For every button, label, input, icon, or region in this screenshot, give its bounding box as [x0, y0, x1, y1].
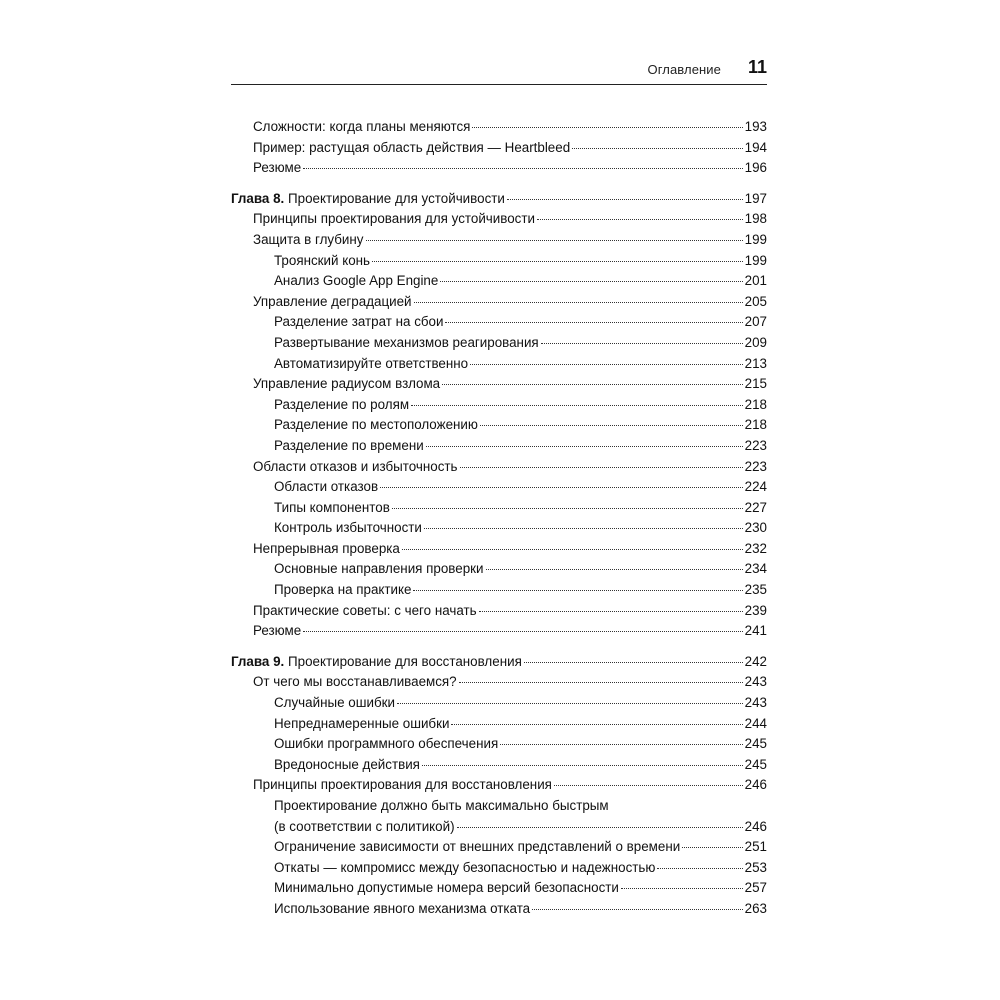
- dot-leader: [422, 764, 743, 766]
- toc-page-number: 194: [744, 139, 767, 155]
- toc-entry-text: Сложности: когда планы меняются: [253, 119, 471, 134]
- toc-entry-text: Области отказов и избыточность: [253, 458, 458, 474]
- toc-entry-title: [274, 354, 468, 375]
- dot-leader: [303, 630, 742, 632]
- toc-entry-title: [253, 117, 470, 138]
- toc-entry: [231, 858, 767, 879]
- dot-leader: [524, 661, 743, 663]
- chapter-label: Глава 9.: [231, 653, 285, 669]
- dot-leader: [380, 486, 743, 488]
- dot-leader: [621, 887, 743, 889]
- toc-entry: [231, 457, 767, 478]
- dot-leader: [486, 568, 743, 570]
- toc-page-number: 245: [744, 736, 767, 752]
- toc-entry-text: Ошибки программного обеспечения: [274, 736, 499, 752]
- toc-entry-title: [274, 878, 619, 899]
- toc-entry: [231, 498, 767, 519]
- toc-entry-title: [253, 601, 477, 622]
- toc-page-number: 201: [744, 273, 767, 289]
- dot-leader: [402, 548, 743, 550]
- toc-entry-title: [274, 755, 420, 776]
- toc-entry-text: Непреднамеренные ошибки: [274, 715, 450, 731]
- toc-page-number: 244: [744, 715, 767, 731]
- dot-leader: [682, 846, 742, 848]
- toc-page-number: 198: [744, 211, 767, 227]
- running-header-title: Оглавление: [647, 62, 721, 77]
- toc-page-number: 243: [744, 695, 767, 711]
- toc-entry: [231, 354, 767, 375]
- toc-entry-text: Непрерывная проверка: [253, 540, 400, 556]
- toc-entry-text: Разделение затрат на сбои: [274, 314, 444, 330]
- toc-entry-text: Минимально допустимые номера версий безопасности: [274, 880, 619, 896]
- toc-entry-text: Проверка на практике: [274, 582, 412, 598]
- toc-entry-text: Области отказов: [274, 479, 379, 495]
- toc-page-number: 223: [744, 437, 767, 453]
- toc-entry-text: Проектирование для устойчивости: [288, 190, 505, 206]
- toc-entry: [231, 755, 767, 776]
- toc-entry-text: Случайные ошибки: [274, 695, 395, 711]
- toc-entry-text: Принципы проектирования для устойчивости: [253, 211, 535, 227]
- toc-entry: [231, 693, 767, 714]
- toc-entry-text: Управление радиусом взлома: [253, 376, 441, 392]
- dot-leader: [507, 198, 743, 200]
- toc-entry-title: [274, 415, 478, 436]
- toc-page-number: 243: [744, 674, 767, 690]
- toc-entry-text: (в соответствии с политикой): [274, 818, 455, 834]
- toc-entry-title: [274, 693, 395, 714]
- toc-entry-title: [274, 837, 680, 858]
- toc-entry-title: [274, 498, 390, 519]
- toc-entry-title: [274, 251, 370, 272]
- dot-leader: [460, 466, 743, 468]
- toc-entry-title: [253, 158, 301, 179]
- toc-entry-title: [253, 775, 552, 796]
- dot-leader: [442, 383, 743, 385]
- toc-page-number: 197: [744, 190, 767, 206]
- dot-leader: [426, 445, 743, 447]
- toc-entry: [231, 158, 767, 179]
- toc-entry: [231, 539, 767, 560]
- toc-entry: [231, 477, 767, 498]
- toc-page-number: 232: [744, 540, 767, 556]
- toc-entry-title: [274, 817, 455, 838]
- toc-entry: [231, 138, 767, 159]
- toc-entry-text: Основные направления проверки: [274, 561, 484, 577]
- toc-page-number: 234: [744, 561, 767, 577]
- toc-entry: [231, 621, 767, 642]
- toc-entry-text: Контроль избыточности: [274, 520, 422, 536]
- dot-leader: [411, 404, 743, 406]
- toc-entry-text: Ограничение зависимости от внешних представлений о времени: [274, 839, 681, 855]
- toc-entry-title: [274, 477, 378, 498]
- toc-entry-text: Защита в глубину: [253, 231, 364, 247]
- table-of-contents: [231, 117, 767, 920]
- chapter-label: Глава 8.: [231, 190, 285, 206]
- dot-leader: [397, 702, 743, 704]
- toc-entry-title: [231, 652, 522, 673]
- toc-page-number: 251: [744, 839, 767, 855]
- toc-entry-text: Резюме: [253, 623, 302, 639]
- toc-entry-title: [274, 899, 530, 920]
- dot-leader: [451, 723, 742, 725]
- dot-leader: [541, 342, 743, 344]
- toc-page-number: 209: [744, 334, 767, 350]
- dot-leader: [372, 260, 743, 262]
- toc-entry-title: [253, 374, 440, 395]
- toc-entry: [231, 292, 767, 313]
- dot-leader: [424, 527, 743, 529]
- toc-entry-text: Резюме: [253, 160, 302, 176]
- toc-entry-text: Развертывание механизмов реагирования: [274, 334, 539, 350]
- toc-entry: [231, 878, 767, 899]
- toc-page-number: 193: [744, 119, 767, 134]
- dot-leader: [459, 681, 743, 683]
- toc-entry: [231, 734, 767, 755]
- dot-leader: [303, 167, 742, 169]
- toc-page-number: 218: [744, 396, 767, 412]
- toc-page-number: 246: [744, 777, 767, 793]
- dot-leader: [572, 147, 743, 149]
- toc-entry-text: От чего мы восстанавливаемся?: [253, 674, 457, 690]
- toc-page-number: 242: [744, 653, 767, 669]
- toc-entry-title: [274, 436, 424, 457]
- dot-leader: [366, 239, 743, 241]
- toc-entry-text: Вредоносные действия: [274, 756, 420, 772]
- toc-entry: [231, 580, 767, 601]
- toc-entry-text: Проектирование для восстановления: [288, 653, 522, 669]
- toc-entry-text: Пример: растущая область действия — Heartbleed: [253, 139, 571, 155]
- toc-entry-text: Принципы проектирования для восстановления: [253, 777, 552, 793]
- toc-entry: [231, 775, 767, 796]
- toc-entry: [231, 436, 767, 457]
- dot-leader: [457, 826, 743, 828]
- toc-entry-title: [274, 796, 609, 817]
- toc-entry: [231, 333, 767, 354]
- toc-chapter-entry: [231, 189, 767, 210]
- toc-entry-text: Разделение по ролям: [274, 396, 410, 412]
- toc-entry-text: Типы компонентов: [274, 499, 390, 515]
- toc-page-number: 239: [744, 602, 767, 618]
- toc-entry-title: [231, 189, 505, 210]
- toc-entry-title: [253, 539, 400, 560]
- toc-page-number: 196: [744, 160, 767, 176]
- toc-entry: [231, 251, 767, 272]
- toc-page-number: 199: [744, 252, 767, 268]
- toc-entry-title: [274, 271, 438, 292]
- book-page: [231, 0, 767, 1000]
- toc-entry-title: [253, 621, 301, 642]
- toc-page-number: 230: [744, 520, 767, 536]
- toc-entry-title: [253, 672, 457, 693]
- toc-entry: [231, 559, 767, 580]
- toc-entry: [231, 230, 767, 251]
- dot-leader: [414, 301, 743, 303]
- toc-entry-title: [274, 714, 449, 735]
- toc-entry-title: [253, 138, 570, 159]
- toc-entry-text: Разделение по времени: [274, 437, 424, 453]
- toc-page-number: 257: [744, 880, 767, 896]
- toc-page-number: 199: [744, 231, 767, 247]
- toc-entry: [231, 395, 767, 416]
- toc-entry-title: [253, 292, 412, 313]
- toc-entry-text: Троянский конь: [274, 252, 371, 268]
- dot-leader: [479, 610, 743, 612]
- toc-page-number: 253: [744, 859, 767, 875]
- dot-leader: [413, 589, 742, 591]
- dot-leader: [392, 507, 743, 509]
- toc-entry: [231, 837, 767, 858]
- running-header: [231, 58, 767, 85]
- toc-entry: [231, 209, 767, 230]
- toc-page-number: 263: [744, 900, 767, 916]
- toc-page-number: 207: [744, 314, 767, 330]
- toc-page-number: 227: [744, 499, 767, 515]
- toc-entry-title: [253, 457, 458, 478]
- toc-entry: [231, 817, 767, 838]
- toc-entry-text: Анализ Google App Engine: [274, 273, 439, 289]
- toc-entry: [231, 415, 767, 436]
- toc-entry-title: [274, 580, 411, 601]
- dot-leader: [440, 280, 742, 282]
- toc-entry: [231, 601, 767, 622]
- toc-entry: [231, 672, 767, 693]
- toc-entry: [231, 312, 767, 333]
- dot-leader: [472, 126, 742, 128]
- toc-entry-text: Автоматизируйте ответственно: [274, 355, 469, 371]
- toc-entry-title: [253, 209, 535, 230]
- toc-page-number: 246: [744, 818, 767, 834]
- dot-leader: [537, 218, 743, 220]
- toc-entry-title: [274, 858, 655, 879]
- toc-entry-title: [274, 333, 539, 354]
- toc-page-number: 205: [744, 293, 767, 309]
- toc-entry-text: Разделение по местоположению: [274, 417, 478, 433]
- toc-entry: [231, 374, 767, 395]
- page-number: 11: [747, 57, 767, 77]
- dot-leader: [500, 743, 742, 745]
- toc-entry: [231, 714, 767, 735]
- toc-entry-title: [274, 395, 409, 416]
- toc-chapter-entry: [231, 652, 767, 673]
- toc-entry-text: Использование явного механизма отката: [274, 900, 531, 916]
- toc-entry: [231, 271, 767, 292]
- dot-leader: [532, 908, 743, 910]
- toc-page-number: 213: [744, 355, 767, 371]
- toc-entry: [231, 796, 767, 817]
- dot-leader: [470, 363, 743, 365]
- toc-entry-text: Откаты — компромисс между безопасностью и надежностью: [274, 859, 656, 875]
- toc-entry-text: Проектирование должно быть максимально быстрым: [274, 798, 609, 813]
- toc-entry-title: [274, 559, 484, 580]
- toc-entry-title: [253, 230, 364, 251]
- toc-entry-title: [274, 734, 498, 755]
- toc-entry-text: Управление деградацией: [253, 293, 412, 309]
- toc-page-number: 245: [744, 756, 767, 772]
- toc-page-number: 218: [744, 417, 767, 433]
- toc-entry-text: Практические советы: с чего начать: [253, 602, 477, 618]
- toc-entry: [231, 518, 767, 539]
- toc-page-number: 215: [744, 376, 767, 392]
- toc-entry-title: [274, 518, 422, 539]
- toc-page-number: 235: [744, 582, 767, 598]
- toc-page-number: 224: [744, 479, 767, 495]
- toc-page-number: 223: [744, 458, 767, 474]
- toc-page-number: 241: [744, 623, 767, 639]
- toc-entry: [231, 899, 767, 920]
- dot-leader: [657, 867, 742, 869]
- dot-leader: [554, 784, 743, 786]
- dot-leader: [445, 321, 742, 323]
- toc-entry: [231, 117, 767, 138]
- toc-entry-title: [274, 312, 443, 333]
- dot-leader: [480, 424, 743, 426]
